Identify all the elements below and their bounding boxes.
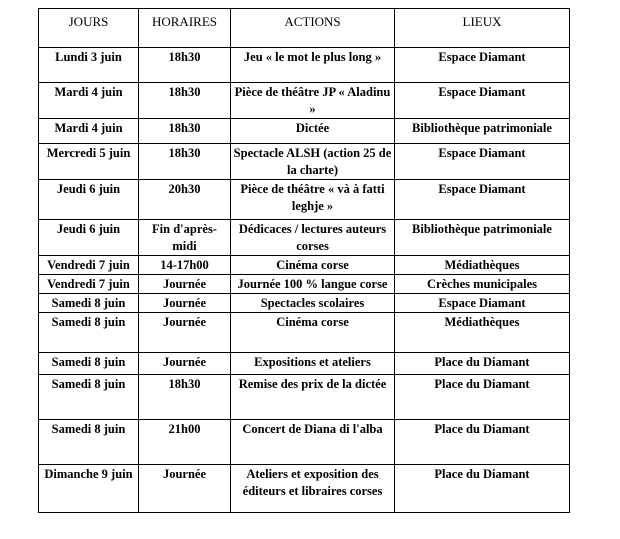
cell-lieu: Place du Diamant [395, 353, 570, 375]
cell-action: Pièce de théâtre JP « Aladinu » [231, 83, 395, 119]
cell-action: Pièce de théâtre « và à fatti leghje » [231, 180, 395, 220]
cell-lieu: Médiathèques [395, 313, 570, 353]
cell-lieu: Crèches municipales [395, 275, 570, 294]
cell-lieu: Espace Diamant [395, 180, 570, 220]
cell-jour: Dimanche 9 juin [39, 465, 139, 513]
cell-horaire: Journée [139, 353, 231, 375]
cell-action: Dédicaces / lectures auteurs corses [231, 220, 395, 256]
cell-action: Jeu « le mot le plus long » [231, 48, 395, 83]
cell-jour: Jeudi 6 juin [39, 220, 139, 256]
cell-horaire: Journée [139, 465, 231, 513]
cell-jour: Samedi 8 juin [39, 294, 139, 313]
cell-horaire: 18h30 [139, 83, 231, 119]
cell-jour: Samedi 8 juin [39, 353, 139, 375]
cell-action: Spectacles scolaires [231, 294, 395, 313]
cell-action: Journée 100 % langue corse [231, 275, 395, 294]
cell-horaire: Journée [139, 294, 231, 313]
header-jours: JOURS [39, 9, 139, 48]
table-row [39, 220, 570, 256]
table-row [39, 256, 570, 275]
cell-jour: Lundi 3 juin [39, 48, 139, 83]
cell-lieu: Espace Diamant [395, 48, 570, 83]
cell-horaire: 14-17h00 [139, 256, 231, 275]
cell-jour: Vendredi 7 juin [39, 275, 139, 294]
cell-horaire: 18h30 [139, 119, 231, 144]
cell-action: Remise des prix de la dictée [231, 375, 395, 420]
cell-jour: Vendredi 7 juin [39, 256, 139, 275]
cell-horaire: 21h00 [139, 420, 231, 465]
table-row [39, 313, 570, 353]
table-row [39, 294, 570, 313]
cell-horaire: Journée [139, 275, 231, 294]
cell-horaire: 18h30 [139, 144, 231, 180]
cell-action: Ateliers et exposition des éditeurs et libraires corses [231, 465, 395, 513]
cell-jour: Samedi 8 juin [39, 420, 139, 465]
schedule-table [38, 8, 570, 513]
cell-horaire: 18h30 [139, 48, 231, 83]
table-row [39, 180, 570, 220]
cell-action: Expositions et ateliers [231, 353, 395, 375]
cell-lieu: Bibliothèque patrimoniale [395, 220, 570, 256]
cell-jour: Jeudi 6 juin [39, 180, 139, 220]
header-lieux: LIEUX [395, 9, 570, 48]
cell-lieu: Place du Diamant [395, 420, 570, 465]
table-row [39, 375, 570, 420]
table-row [39, 465, 570, 513]
cell-lieu: Médiathèques [395, 256, 570, 275]
table-row [39, 353, 570, 375]
cell-lieu: Place du Diamant [395, 465, 570, 513]
table-row [39, 275, 570, 294]
cell-jour: Mardi 4 juin [39, 119, 139, 144]
table-row [39, 48, 570, 83]
header-horaires: HORAIRES [139, 9, 231, 48]
cell-lieu: Espace Diamant [395, 83, 570, 119]
table-row [39, 119, 570, 144]
cell-action: Spectacle ALSH (action 25 de la charte) [231, 144, 395, 180]
cell-jour: Samedi 8 juin [39, 375, 139, 420]
cell-horaire: 18h30 [139, 375, 231, 420]
cell-jour: Mardi 4 juin [39, 83, 139, 119]
table-row [39, 420, 570, 465]
cell-lieu: Espace Diamant [395, 294, 570, 313]
header-actions: ACTIONS [231, 9, 395, 48]
cell-horaire: Fin d'après-midi [139, 220, 231, 256]
cell-jour: Samedi 8 juin [39, 313, 139, 353]
cell-horaire: Journée [139, 313, 231, 353]
cell-lieu: Place du Diamant [395, 375, 570, 420]
header-row [39, 9, 570, 48]
cell-action: Cinéma corse [231, 256, 395, 275]
cell-horaire: 20h30 [139, 180, 231, 220]
cell-action: Dictée [231, 119, 395, 144]
table-row [39, 144, 570, 180]
cell-action: Concert de Diana di l'alba [231, 420, 395, 465]
cell-action: Cinéma corse [231, 313, 395, 353]
cell-lieu: Espace Diamant [395, 144, 570, 180]
table-row [39, 83, 570, 119]
cell-lieu: Bibliothèque patrimoniale [395, 119, 570, 144]
cell-jour: Mercredi 5 juin [39, 144, 139, 180]
